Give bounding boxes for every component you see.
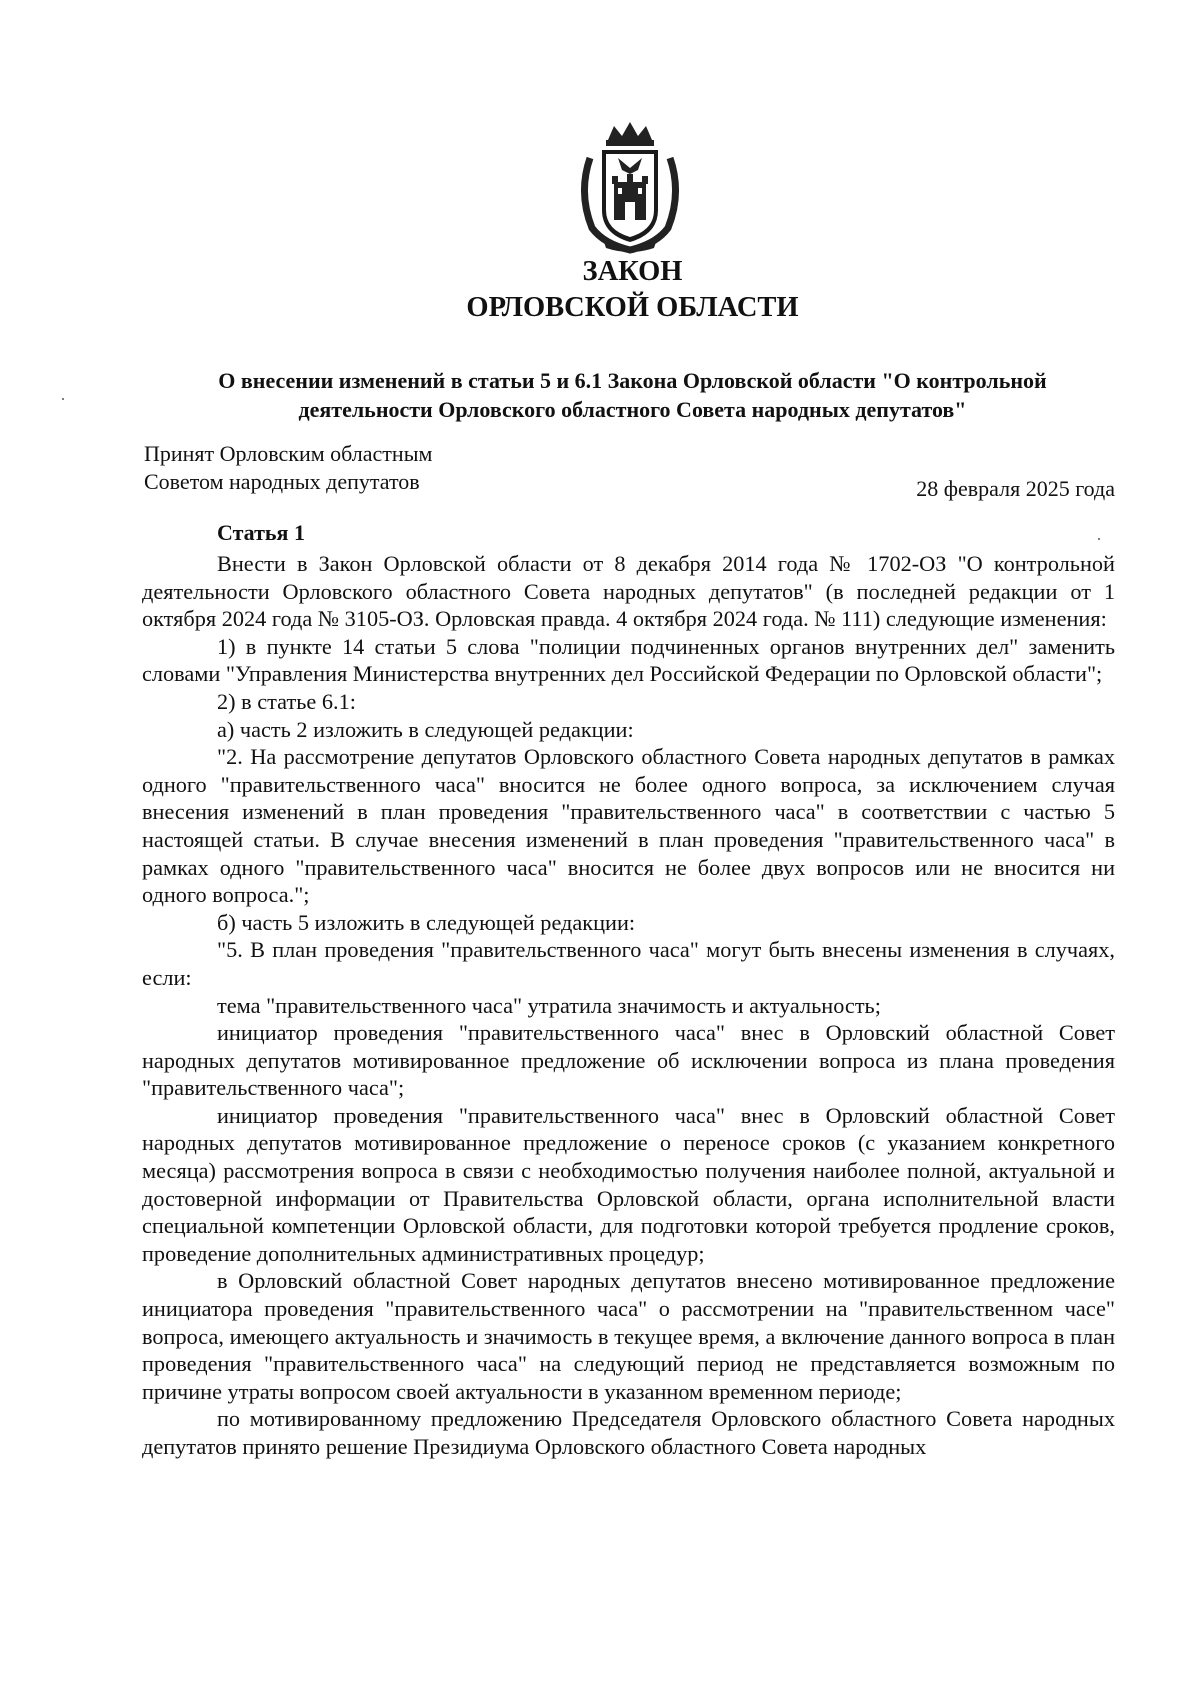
paragraph: а) часть 2 изложить в следующей редакции: <box>217 716 634 742</box>
adoption-block <box>144 440 432 496</box>
paragraph: б) часть 5 изложить в следующей редакции: <box>217 909 636 935</box>
adoption-line-2: Советом народных депутатов <box>144 469 420 494</box>
scan-speck <box>1098 538 1100 540</box>
scan-speck <box>62 398 64 400</box>
paragraph: тема "правительственного часа" утратила значимость и актуальность; <box>217 992 881 1018</box>
article-heading: Статья 1 <box>217 520 305 545</box>
paragraph: инициатор проведения "правительственного часа" внес в Орловский областной Совет народных депутатов мотивированное предложение о переносе сроков (с указанием конкретного месяца) рассмотрения вопроса в связи с необходимостью получения наиболее полной, актуальной и достоверной информации от Правительства Орловской области, органа исполнительной власти специальной компетенции Орловской области, для подготовки которой требуется продление сроков, проведение дополнительных административных процедур; <box>142 1102 1115 1266</box>
paragraph: 2) в статье 6.1: <box>217 688 356 714</box>
coat-of-arms-emblem <box>570 118 690 258</box>
paragraph: "5. В план проведения "правительственного часа" могут быть внесены изменения в случаях, если: <box>142 937 1115 990</box>
region-title: ОРЛОВСКОЙ ОБЛАСТИ <box>466 292 799 323</box>
law-title: ЗАКОН <box>582 256 683 287</box>
paragraph: в Орловский областной Совет народных депутатов внесено мотивированное предложение инициатора проведения "правительственного часа" о рассмотрении на "правительственном часе" вопроса, имеющего актуальность и значимость в текущее время, а включение данного вопроса в план проведения "правительственного часа" на следующий период не представляется возможным по причине утраты вопросом своей актуальности в указанном временном периоде; <box>142 1268 1115 1404</box>
adoption-date: 28 февраля 2025 года <box>916 476 1115 501</box>
adoption-line-1: Принят Орловским областным <box>144 441 433 466</box>
paragraph: по мотивированному предложению Председателя Орловского областного Совета народных депутатов принято решение Президиума Орловского областного Совета народных <box>142 1406 1115 1459</box>
paragraph: 1) в пункте 14 статьи 5 слова "полиции подчиненных органов внутренних дел" заменить словами "Управления Министерства внутренних дел Российской Федерации по Орловской области"; <box>142 633 1115 687</box>
law-subtitle: О внесении изменений в статьи 5 и 6.1 Закона Орловской области "О контрольной деятельности Орловского областного Совета народных депутатов" <box>218 368 1047 422</box>
article-body <box>142 550 1115 1461</box>
paragraph: "2. На рассмотрение депутатов Орловского областного Совета народных депутатов в рамках одного "правительственного часа" вносится не более одного вопроса, за исключением случая внесения изменений в план проведения "правительственного часа" в соответствии с частью 5 настоящей статьи. В случае внесения изменений в план проведения "правительственного часа" в рамках одного "правительственного часа" вносится не более двух вопросов или не вносится ни одного вопроса."; <box>142 744 1115 908</box>
paragraph: Внести в Закон Орловской области от 8 декабря 2014 года № 1702-ОЗ "О контрольной деятельности Орловского областного Совета народных депутатов" (в последней редакции от 1 октября 2024 года № 3105-ОЗ. Орловская правда. 4 октября 2024 года. № 111) следующие изменения: <box>142 551 1115 632</box>
paragraph: инициатор проведения "правительственного часа" внес в Орловский областной Совет народных депутатов мотивированное предложение об исключении вопроса из плана проведения "правительственного часа"; <box>142 1020 1115 1101</box>
